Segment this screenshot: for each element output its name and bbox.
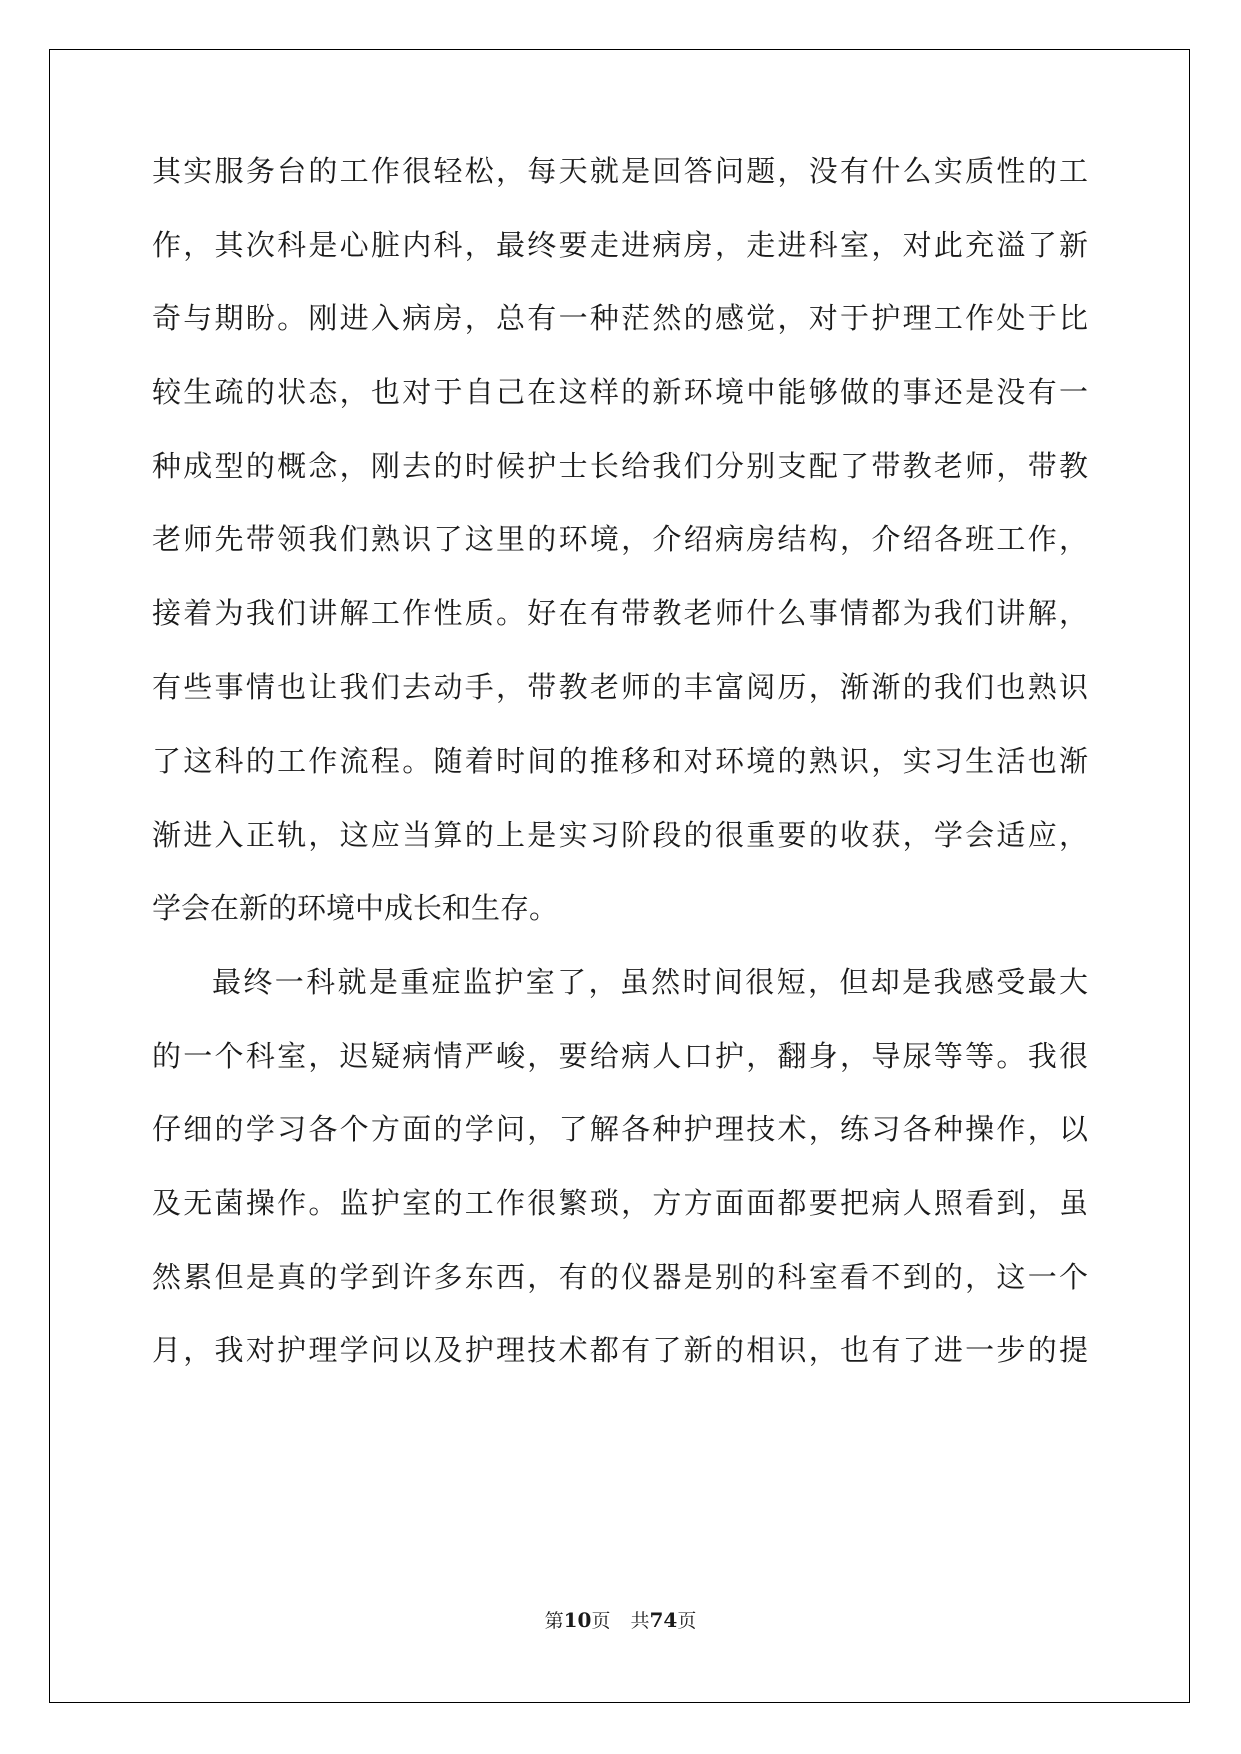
paragraph-1-line-8: 有些事情也让我们去动手，带教老师的丰富阅历，渐渐的我们也熟识 bbox=[152, 670, 1088, 704]
paragraph-2-line-4: 及无菌操作。监护室的工作很繁琐，方方面面都要把病人照看到，虽 bbox=[152, 1186, 1088, 1220]
paragraph-2-line-1: 最终一科就是重症监护室了，虽然时间很短，但却是我感受最大 bbox=[212, 965, 1088, 999]
paragraph-1-line-2: 作，其次科是心脏内科，最终要走进病房，走进科室，对此充溢了新 bbox=[152, 228, 1088, 262]
footer-total-prefix: 共 bbox=[630, 1610, 650, 1632]
paragraph-2-line-5: 然累但是真的学到许多东西，有的仪器是别的科室看不到的，这一个 bbox=[152, 1260, 1088, 1294]
paragraph-1-line-1: 其实服务台的工作很轻松，每天就是回答问题，没有什么实质性的工 bbox=[152, 154, 1088, 188]
paragraph-1-line-6: 老师先带领我们熟识了这里的环境，介绍病房结构，介绍各班工作， bbox=[152, 522, 1088, 556]
paragraph-1-line-9: 了这科的工作流程。随着时间的推移和对环境的熟识，实习生活也渐 bbox=[152, 744, 1088, 778]
footer-page-number: 10 bbox=[563, 1608, 592, 1632]
paragraph-1-line-5: 种成型的概念，刚去的时候护士长给我们分别支配了带教老师，带教 bbox=[152, 449, 1088, 483]
paragraph-1-line-11: 学会在新的环境中成长和生存。 bbox=[152, 891, 559, 925]
page-footer bbox=[0, 1606, 1241, 1633]
paragraph-2-line-6: 月，我对护理学问以及护理技术都有了新的相识，也有了进一步的提 bbox=[152, 1333, 1088, 1367]
footer-total-pages: 74 bbox=[649, 1608, 678, 1632]
paragraph-1-line-4: 较生疏的状态，也对于自己在这样的新环境中能够做的事还是没有一 bbox=[152, 375, 1088, 409]
paragraph-1-line-10: 渐进入正轨，这应当算的上是实习阶段的很重要的收获，学会适应， bbox=[152, 818, 1088, 852]
paragraph-1-line-3: 奇与期盼。刚进入病房，总有一种茫然的感觉，对于护理工作处于比 bbox=[152, 301, 1088, 335]
paragraph-1-line-7: 接着为我们讲解工作性质。好在有带教老师什么事情都为我们讲解， bbox=[152, 596, 1088, 630]
footer-total-suffix: 页 bbox=[677, 1610, 697, 1632]
paragraph-2-line-3: 仔细的学习各个方面的学问，了解各种护理技术，练习各种操作，以 bbox=[152, 1112, 1088, 1146]
footer-page-prefix: 第 bbox=[544, 1610, 564, 1632]
paragraph-2-line-2: 的一个科室，迟疑病情严峻，要给病人口护，翻身，导尿等等。我很 bbox=[152, 1039, 1088, 1073]
footer-page-suffix: 页 bbox=[591, 1610, 611, 1632]
